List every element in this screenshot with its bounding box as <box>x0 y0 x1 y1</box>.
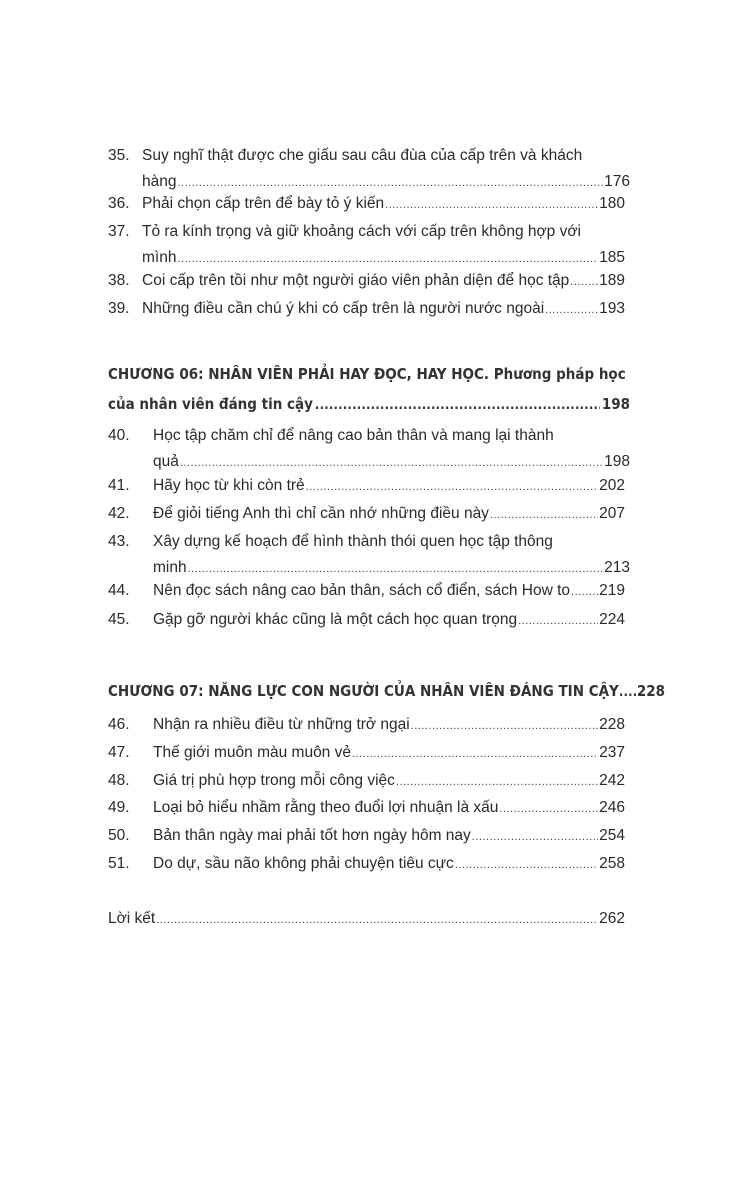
entry-number: 50. <box>108 827 130 844</box>
entry-number: 39. <box>108 300 130 317</box>
entry-number: 41. <box>108 477 130 494</box>
entry-number: 37. <box>108 223 130 240</box>
entry-title-cont: minh <box>153 559 187 576</box>
entry-page: 258 <box>599 855 625 872</box>
entry-title: Hãy học từ khi còn trẻ <box>153 477 305 494</box>
entry-title: Loại bỏ hiểu nhầm rằng theo đuổi lợi nhuận là xấu <box>153 799 499 816</box>
entry-title-cont: quả <box>153 453 179 470</box>
entry-number: 47. <box>108 744 130 761</box>
entry-page: 193 <box>599 300 625 317</box>
entry-title: Suy nghĩ thật được che giấu sau câu đùa của cấp trên và khách <box>142 147 583 164</box>
chapter-page: 198 <box>601 395 630 413</box>
dot-leader <box>545 297 598 323</box>
chapter-07-heading[interactable] <box>108 676 665 706</box>
chapter-title-cont: của nhân viên đáng tin cậy <box>108 395 313 413</box>
dot-leader <box>472 824 598 850</box>
entry-title: Xây dựng kế hoạch để hình thành thói quen học tập thông <box>153 533 553 550</box>
dot-leader <box>455 852 598 878</box>
entry-number: 40. <box>108 427 130 444</box>
entry-page: 198 <box>604 453 630 470</box>
entry-title: Nên đọc sách nâng cao bản thân, sách cổ điển, sách How to <box>153 582 571 599</box>
chapter-title: CHƯƠNG 07: NĂNG LỰC CON NGƯỜI CỦA NHÂN VIÊN ĐÁNG TIN CẬY <box>108 682 619 700</box>
entry-title: Coi cấp trên tồi như một người giáo viên phản diện để học tập <box>142 272 570 289</box>
entry-page: 262 <box>599 910 625 927</box>
dot-leader <box>385 192 598 218</box>
entry-title-cont: mình <box>142 249 177 266</box>
entry-number: 42. <box>108 505 130 522</box>
chapter-page: 228 <box>636 682 665 700</box>
entry-page: 224 <box>599 611 625 628</box>
entry-page: 219 <box>599 582 625 599</box>
entry-title: Gặp gỡ người khác cũng là một cách học quan trọng <box>153 611 518 628</box>
entry-page: 202 <box>599 477 625 494</box>
entry-number: 49. <box>108 799 130 816</box>
dot-leader <box>570 269 598 295</box>
entry-page: 242 <box>599 772 625 789</box>
entry-title: Lời kết <box>108 910 156 927</box>
dot-leader <box>315 391 600 421</box>
entry-title: Do dự, sầu não không phải chuyện tiêu cực <box>153 855 454 872</box>
dot-leader <box>490 502 598 528</box>
chapter-06-heading[interactable] <box>108 359 630 419</box>
dot-leader <box>156 907 598 933</box>
entry-page: 185 <box>599 249 625 266</box>
entry-number: 48. <box>108 772 130 789</box>
dot-leader <box>499 796 598 822</box>
dot-leader <box>352 741 598 767</box>
entry-title: Thế giới muôn màu muôn vẻ <box>153 744 351 761</box>
dot-leader <box>411 713 598 739</box>
entry-number: 36. <box>108 195 130 212</box>
entry-title-cont: hàng <box>142 173 177 190</box>
entry-title: Bản thân ngày mai phải tốt hơn ngày hôm nay <box>153 827 471 844</box>
entry-number: 43. <box>108 533 130 550</box>
entry-title: Học tập chăm chỉ để nâng cao bản thân và mang lại thành <box>153 427 554 444</box>
entry-page: 213 <box>604 559 630 576</box>
entry-title: Để giỏi tiếng Anh thì chỉ cần nhớ những điều này <box>153 505 489 522</box>
dot-leader <box>306 474 598 500</box>
entry-page: 254 <box>599 827 625 844</box>
entry-title: Giá trị phù hợp trong mỗi công việc <box>153 772 395 789</box>
entry-number: 44. <box>108 582 130 599</box>
entry-number: 35. <box>108 147 130 164</box>
dot-leader <box>396 769 598 795</box>
entry-page: 176 <box>604 173 630 190</box>
entry-title: Những điều cần chú ý khi có cấp trên là người nước ngoài <box>142 300 545 317</box>
entry-number: 51. <box>108 855 130 872</box>
entry-page: 246 <box>599 799 625 816</box>
entry-page: 237 <box>599 744 625 761</box>
entry-title: Phải chọn cấp trên để bày tỏ ý kiến <box>142 195 385 212</box>
dot-leader <box>571 579 598 605</box>
entry-number: 38. <box>108 272 130 289</box>
dot-leader <box>518 608 598 634</box>
entry-page: 189 <box>599 272 625 289</box>
entry-title: Nhận ra nhiều điều từ những trở ngại <box>153 716 410 733</box>
dot-leader <box>619 678 637 708</box>
entry-page: 228 <box>599 716 625 733</box>
entry-number: 46. <box>108 716 130 733</box>
entry-number: 45. <box>108 611 130 628</box>
entry-page: 207 <box>599 505 625 522</box>
chapter-title: CHƯƠNG 06: NHÂN VIÊN PHẢI HAY ĐỌC, HAY HỌC. Phương pháp học <box>108 365 626 383</box>
entry-page: 180 <box>599 195 625 212</box>
entry-title: Tỏ ra kính trọng và giữ khoảng cách với cấp trên không hợp với <box>142 223 581 240</box>
